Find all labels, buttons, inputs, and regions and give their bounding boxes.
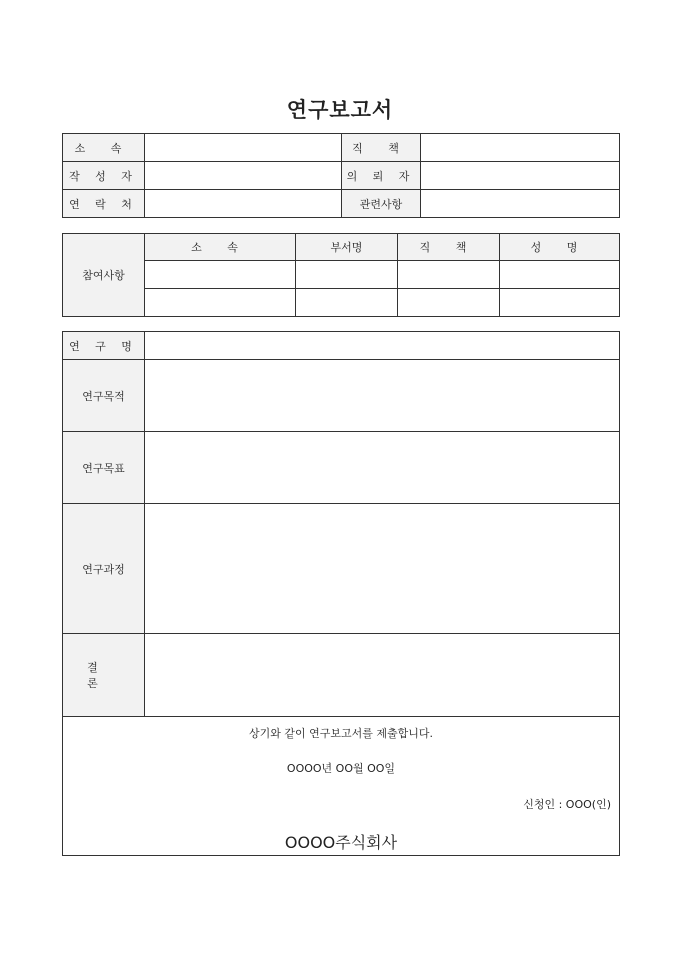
participant-2-name[interactable] xyxy=(500,289,620,317)
participant-2-department[interactable] xyxy=(296,289,398,317)
participant-2-position[interactable] xyxy=(398,289,500,317)
requester-label: 의 뢰 자 xyxy=(342,162,421,190)
contact-label: 연 락 처 xyxy=(63,190,145,218)
research-process-field[interactable] xyxy=(145,504,620,634)
conclusion-label: 결 론 xyxy=(63,634,145,717)
conclusion-field[interactable] xyxy=(145,634,620,717)
position-label: 직 책 xyxy=(342,134,421,162)
participants-header-affiliation: 소 속 xyxy=(145,234,296,261)
participants-table xyxy=(62,233,620,317)
participant-2-affiliation[interactable] xyxy=(145,289,296,317)
participants-header-department: 부서명 xyxy=(296,234,398,261)
company-name: OOOO주식회사 xyxy=(284,833,398,852)
submission-section xyxy=(63,717,620,856)
research-name-field[interactable] xyxy=(145,332,620,360)
submission-date: OOOO년 OO월 OO일 xyxy=(286,762,396,775)
related-label: 관련사항 xyxy=(342,190,421,218)
participants-header-name: 성 명 xyxy=(500,234,620,261)
participant-1-position[interactable] xyxy=(398,261,500,289)
participant-1-affiliation[interactable] xyxy=(145,261,296,289)
related-field[interactable] xyxy=(421,190,620,218)
research-purpose-field[interactable] xyxy=(145,360,620,432)
page-title: 연구보고서 xyxy=(286,98,394,122)
applicant-signature: 신청인 : OOO(인) xyxy=(523,798,611,811)
info-table xyxy=(62,133,620,218)
affiliation-label: 소 속 xyxy=(63,134,145,162)
affiliation-field[interactable] xyxy=(145,134,342,162)
research-goal-field[interactable] xyxy=(145,432,620,504)
research-purpose-label: 연구목적 xyxy=(63,360,145,432)
research-name-label: 연 구 명 xyxy=(63,332,145,360)
participant-1-department[interactable] xyxy=(296,261,398,289)
author-field[interactable] xyxy=(145,162,342,190)
research-process-label: 연구과정 xyxy=(63,504,145,634)
participant-1-name[interactable] xyxy=(500,261,620,289)
submission-statement: 상기와 같이 연구보고서를 제출합니다. xyxy=(248,727,433,740)
position-field[interactable] xyxy=(421,134,620,162)
author-label: 작 성 자 xyxy=(63,162,145,190)
research-table xyxy=(62,331,620,856)
contact-field[interactable] xyxy=(145,190,342,218)
requester-field[interactable] xyxy=(421,162,620,190)
participants-header-position: 직 책 xyxy=(398,234,500,261)
participants-label: 참여사항 xyxy=(63,234,145,317)
research-goal-label: 연구목표 xyxy=(63,432,145,504)
